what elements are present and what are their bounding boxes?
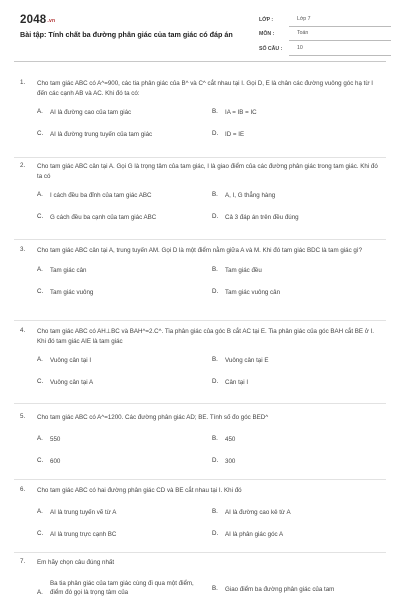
option-text: 550 (50, 435, 61, 443)
answer-option-a[interactable] (37, 579, 197, 598)
answer-option-a[interactable] (37, 508, 116, 518)
question-number: 6. (20, 486, 26, 493)
option-letter: A. (37, 191, 43, 199)
option-letter: D. (212, 287, 219, 295)
answer-option-c[interactable] (37, 213, 156, 223)
option-letter: C. (37, 287, 44, 295)
option-text: 600 (50, 457, 61, 465)
meta-value: Lớp 7 (289, 16, 391, 27)
question-text: Cho tam giác ABC cân tại A. Gọi G là trọng tâm của tam giác, I là giao điểm của các đường phân giác trong tam giác. Khi đó ta có (37, 163, 378, 180)
option-letter: A. (37, 108, 43, 116)
answer-option-c[interactable] (37, 130, 152, 140)
answer-option-b[interactable] (212, 191, 275, 201)
site-logo[interactable] (20, 12, 55, 29)
question-number: 2. (20, 162, 26, 169)
option-text: Tam giác cân (50, 266, 87, 274)
answer-option-d[interactable] (212, 130, 244, 140)
option-letter: A. (37, 265, 43, 273)
question-stem (20, 558, 384, 568)
answer-option-b[interactable] (212, 435, 235, 445)
option-letter: B. (212, 191, 218, 199)
option-letter: B. (212, 584, 218, 592)
question-3 (20, 246, 384, 296)
option-text: Giao điểm ba đường phân giác của tam (225, 585, 335, 593)
answer-option-a[interactable] (37, 191, 151, 201)
logo-text: 2048 (20, 14, 47, 26)
option-letter: D. (212, 213, 219, 221)
answer-options (37, 98, 384, 138)
option-text: AI là trung tuyến vẽ từ A (50, 508, 117, 516)
answer-option-d[interactable] (212, 378, 248, 388)
question-divider (14, 552, 386, 553)
answer-option-c[interactable] (37, 288, 93, 298)
option-letter: D. (212, 456, 219, 464)
option-letter: A. (37, 507, 43, 515)
option-letter: B. (212, 356, 218, 364)
answer-option-b[interactable] (212, 508, 291, 518)
option-letter: C. (37, 213, 44, 221)
option-text: AI là đường cao kẻ từ A (225, 508, 291, 516)
option-letter: A. (37, 356, 43, 364)
option-text: I cách đều ba đỉnh của tam giác ABC (50, 192, 152, 200)
option-text: Tam giác vuông (50, 288, 94, 296)
question-text: Cho tam giác ABC có A^=1200. Các đường phân giác AD; BE. Tính số đo góc BED^ (37, 414, 269, 421)
option-letter: B. (212, 108, 218, 116)
option-text: AI là trung trực cạnh BC (50, 530, 117, 538)
option-letter: C. (37, 456, 44, 464)
option-text: AI là đường cao của tam giác (50, 109, 132, 117)
answer-options (37, 568, 384, 598)
worksheet-header (14, 0, 386, 62)
answer-option-b[interactable] (212, 266, 262, 276)
answer-options (37, 496, 384, 536)
question-stem (20, 162, 384, 181)
option-text: Vuông cân tại I (50, 357, 92, 365)
meta-label: MÔN : (259, 31, 275, 38)
answer-options (37, 256, 384, 296)
option-letter: D. (212, 130, 219, 138)
option-text: AI là phân giác góc A (225, 530, 284, 538)
answer-option-c[interactable] (37, 457, 60, 467)
option-letter: B. (212, 507, 218, 515)
question-1 (20, 79, 384, 138)
option-text: Vuông cân tại E (225, 357, 269, 365)
question-number: 7. (20, 558, 26, 565)
option-text: Tam giác vuông cân (225, 288, 281, 296)
answer-options (37, 423, 384, 463)
question-divider (14, 320, 386, 321)
option-text: AI là đường trung tuyến của tam giác (50, 131, 153, 139)
meta-value: 10 (289, 45, 391, 56)
question-number: 1. (20, 79, 26, 86)
option-text: IA = IB = IC (225, 109, 257, 117)
meta-info (259, 12, 391, 56)
question-text: Cho tam giác ABC có hai đường phân giác CD và BE cắt nhau tại I. Khi đó (37, 487, 242, 494)
option-letter: A. (37, 588, 43, 596)
question-divider (14, 157, 386, 158)
question-divider (14, 403, 386, 404)
option-text: 300 (225, 457, 236, 465)
answer-option-b[interactable] (212, 108, 257, 118)
answer-option-d[interactable] (212, 530, 283, 540)
option-text: A, I, G thẳng hàng (225, 192, 276, 200)
meta-row-class (259, 12, 391, 27)
question-text: Cho tam giác ABC có A^=900, các tia phân giác của B^ và C^ cắt nhau tại I. Gọi D, E là chân các đường vuông góc hạ từ I đến các cạnh AB và AC. Khi đó ta có: (37, 80, 373, 97)
question-7 (20, 558, 384, 598)
question-stem (20, 413, 384, 423)
question-divider (14, 239, 386, 240)
answer-option-d[interactable] (212, 213, 299, 223)
option-letter: C. (37, 529, 44, 537)
answer-option-a[interactable] (37, 435, 60, 445)
question-text: Cho tam giác ABC có AH⊥BC và BAH^=2.C^. Tia phân giác của góc B cắt AC tại E. Tia phân giác của góc BAH cắt BE ở I. Khi đó tam giác AIE là tam giác (37, 328, 374, 345)
option-letter: D. (212, 529, 219, 537)
option-text: ID = IE (225, 131, 245, 139)
answer-option-c[interactable] (37, 378, 93, 388)
option-text: Ba tia phân giác của tam giác cùng đi qua một điểm, điểm đó gọi là trọng tâm của (50, 579, 194, 597)
question-text: Em hãy chọn câu đúng nhất (37, 559, 115, 566)
option-text: Cân tại I (225, 379, 249, 387)
option-text: 450 (225, 435, 236, 443)
question-6 (20, 486, 384, 536)
option-text: Cả 3 đáp án trên đều đúng (225, 214, 299, 222)
answer-option-a[interactable] (37, 356, 91, 366)
question-number: 3. (20, 246, 26, 253)
meta-label: SỐ CÂU : (259, 45, 283, 52)
meta-label: LỚP : (259, 16, 274, 23)
option-text: Tam giác đều (225, 266, 262, 274)
option-letter: B. (212, 265, 218, 273)
question-text: Cho tam giác ABC cân tại A, trung tuyến AM. Gọi D là một điểm nằm giữa A và M. Khi đó tam giác BDC là tam giác gì? (37, 247, 363, 254)
meta-value: Toán (289, 30, 391, 41)
option-letter: B. (212, 434, 218, 442)
question-stem (20, 79, 384, 98)
question-2 (20, 162, 384, 221)
meta-row-subject (259, 27, 391, 42)
question-stem (20, 246, 384, 256)
answer-options (37, 181, 384, 221)
option-text: G cách đều ba cạnh của tam giác ABC (50, 214, 157, 222)
question-divider (14, 479, 386, 480)
question-number: 4. (20, 327, 26, 334)
meta-row-question-count (259, 41, 391, 56)
answer-option-d[interactable] (212, 457, 235, 467)
page-title: Bài tập: Tính chất ba đường phân giác của tam giác có đáp án (20, 30, 233, 39)
question-stem (20, 486, 384, 496)
answer-option-a[interactable] (37, 266, 86, 276)
logo-suffix: .vn (47, 18, 56, 24)
option-letter: D. (212, 378, 219, 386)
option-text: Vuông cân tại A (50, 379, 94, 387)
answer-option-b[interactable] (212, 356, 268, 366)
answer-option-d[interactable] (212, 288, 280, 298)
question-5 (20, 413, 384, 463)
option-letter: C. (37, 378, 44, 386)
answer-options (37, 346, 384, 386)
question-stem (20, 327, 384, 346)
answer-option-c[interactable] (37, 530, 116, 540)
question-4 (20, 327, 384, 386)
option-letter: A. (37, 434, 43, 442)
answer-option-b[interactable] (212, 585, 387, 595)
question-number: 5. (20, 413, 26, 420)
option-letter: C. (37, 130, 44, 138)
answer-option-a[interactable] (37, 108, 131, 118)
